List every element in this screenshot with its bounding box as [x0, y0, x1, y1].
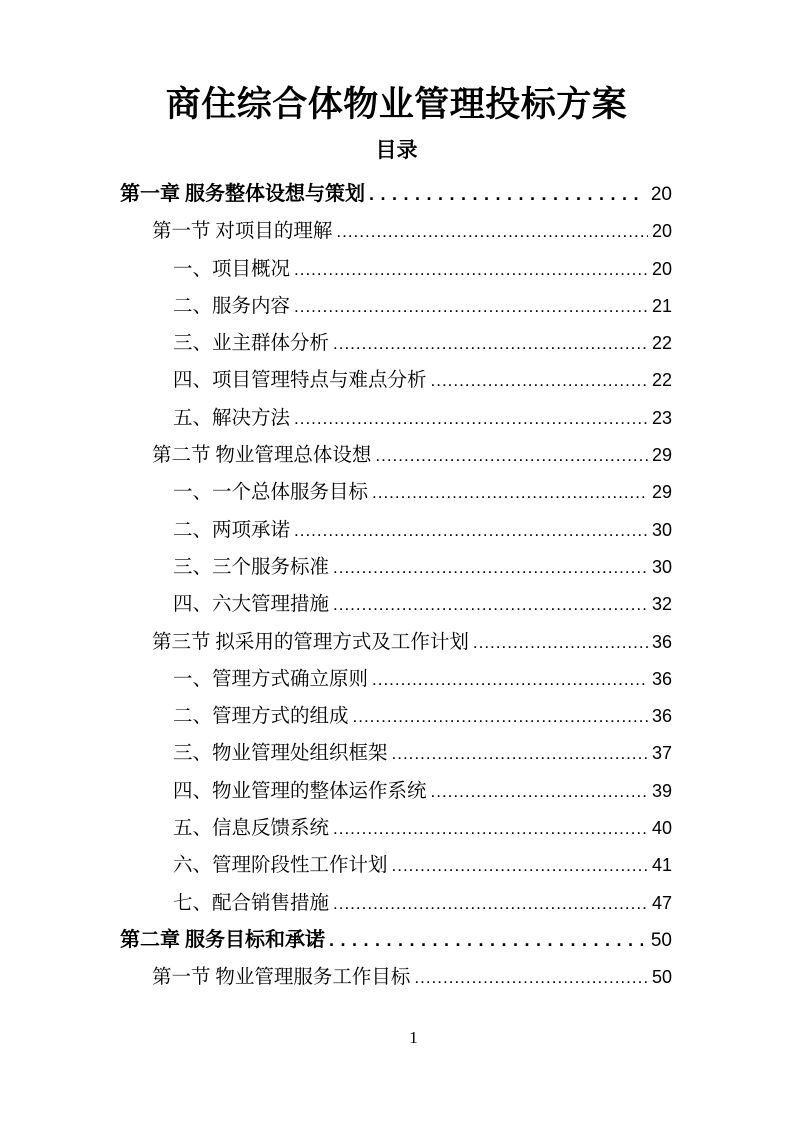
toc-dot-leader — [431, 773, 648, 810]
toc-entry-label: 二、管理方式的组成 — [173, 706, 349, 728]
toc-entry[interactable] — [120, 474, 672, 511]
toc-dot-leader — [353, 698, 648, 735]
toc-page-number: 36 — [651, 631, 672, 652]
toc-entry-label: 一、一个总体服务目标 — [173, 482, 369, 504]
footer-page-number: 1 — [409, 1028, 418, 1047]
toc-entry-label: 第二节 物业管理总体设想 — [152, 445, 372, 467]
toc-dot-leader — [294, 400, 648, 437]
document-title: 商住综合体物业管理投标方案 — [165, 85, 628, 124]
toc-page-number: 37 — [651, 743, 672, 764]
toc-page-number: 36 — [651, 706, 672, 727]
toc-dot-leader — [392, 847, 648, 884]
toc-entry[interactable] — [120, 773, 672, 810]
toc-dot-leader — [336, 213, 648, 250]
toc-entry-label: 三、业主群体分析 — [173, 333, 330, 355]
toc-entry[interactable] — [120, 176, 672, 213]
toc-entry[interactable] — [120, 698, 672, 735]
toc-entry[interactable] — [120, 735, 672, 772]
toc-page-number: 41 — [651, 855, 672, 876]
toc-page-number: 23 — [651, 407, 672, 428]
toc-entry[interactable] — [120, 810, 672, 847]
toc-entry[interactable] — [120, 512, 672, 549]
toc-dot-leader — [329, 922, 643, 959]
toc-entry[interactable] — [120, 549, 672, 586]
toc-entry[interactable] — [120, 624, 672, 661]
toc-dot-leader — [414, 959, 648, 996]
toc-entry-label: 一、项目概况 — [173, 258, 291, 280]
toc-dot-leader — [392, 735, 648, 772]
toc-entry[interactable] — [120, 661, 672, 698]
toc-entry-label: 七、配合销售措施 — [173, 892, 330, 914]
toc-entry[interactable] — [120, 922, 672, 959]
toc-page-number: 32 — [651, 594, 672, 615]
toc-dot-leader — [375, 437, 648, 474]
toc-page-number: 29 — [651, 482, 672, 503]
toc-dot-leader — [473, 624, 648, 661]
toc-dot-leader — [333, 810, 648, 847]
toc-entry[interactable] — [120, 362, 672, 399]
toc-entry[interactable] — [120, 325, 672, 362]
toc-page-number: 50 — [650, 929, 672, 951]
toc-entry-label: 第一节 物业管理服务工作目标 — [152, 967, 411, 989]
toc-dot-leader — [333, 885, 648, 922]
toc-dot-leader — [294, 288, 648, 325]
toc-dot-leader — [294, 251, 648, 288]
toc-page-number: 30 — [651, 556, 672, 577]
toc-entry-label: 三、物业管理处组织框架 — [173, 743, 388, 765]
toc-entry-label: 二、两项承诺 — [173, 519, 291, 541]
toc-entry-label: 四、物业管理的整体运作系统 — [173, 780, 427, 802]
toc-entry-label: 一、管理方式确立原则 — [173, 668, 369, 690]
toc-entry-label: 四、项目管理特点与难点分析 — [173, 370, 427, 392]
toc-entry-label: 第一章 服务整体设想与策划 — [120, 183, 365, 205]
toc-page-number: 30 — [651, 519, 672, 540]
toc-entry[interactable] — [120, 400, 672, 437]
toc-entry[interactable] — [120, 251, 672, 288]
toc-entry-label: 二、服务内容 — [173, 295, 291, 317]
toc-dot-leader — [294, 512, 648, 549]
toc-dot-leader — [369, 176, 643, 213]
toc-entry[interactable] — [120, 437, 672, 474]
toc-entry-label: 三、三个服务标准 — [173, 556, 330, 578]
toc-page-number: 21 — [651, 295, 672, 316]
toc-entry[interactable] — [120, 288, 672, 325]
toc-entry-label: 四、六大管理措施 — [173, 594, 330, 616]
toc-entry-label: 五、信息反馈系统 — [173, 818, 330, 840]
toc-dot-leader — [372, 661, 648, 698]
toc-page-number: 40 — [651, 818, 672, 839]
toc-page-number: 39 — [651, 780, 672, 801]
toc-page-number: 36 — [651, 668, 672, 689]
toc-entry-label: 五、解决方法 — [173, 407, 291, 429]
toc-page-number: 29 — [651, 445, 672, 466]
toc-page-number: 47 — [651, 892, 672, 913]
toc-page-number: 22 — [651, 333, 672, 354]
toc-entry-label: 第三节 拟采用的管理方式及工作计划 — [152, 631, 469, 653]
toc-page-number: 50 — [651, 967, 672, 988]
toc-page-number: 22 — [651, 370, 672, 391]
toc-dot-leader — [431, 362, 648, 399]
toc-page-number: 20 — [651, 221, 672, 242]
toc-entry-label: 第一节 对项目的理解 — [152, 221, 333, 243]
toc-entry[interactable] — [120, 213, 672, 250]
toc-entry[interactable] — [120, 847, 672, 884]
toc-dot-leader — [333, 549, 648, 586]
toc-dot-leader — [333, 325, 648, 362]
table-of-contents — [120, 176, 672, 997]
toc-heading: 目录 — [375, 138, 418, 162]
toc-entry-label: 六、管理阶段性工作计划 — [173, 855, 388, 877]
toc-dot-leader — [372, 474, 648, 511]
toc-dot-leader — [333, 586, 648, 623]
toc-entry[interactable] — [120, 586, 672, 623]
toc-page-number: 20 — [650, 184, 672, 205]
toc-entry[interactable] — [120, 885, 672, 922]
toc-entry[interactable] — [120, 959, 672, 996]
toc-page-number: 20 — [651, 258, 672, 279]
toc-entry-label: 第二章 服务目标和承诺 — [120, 928, 325, 951]
